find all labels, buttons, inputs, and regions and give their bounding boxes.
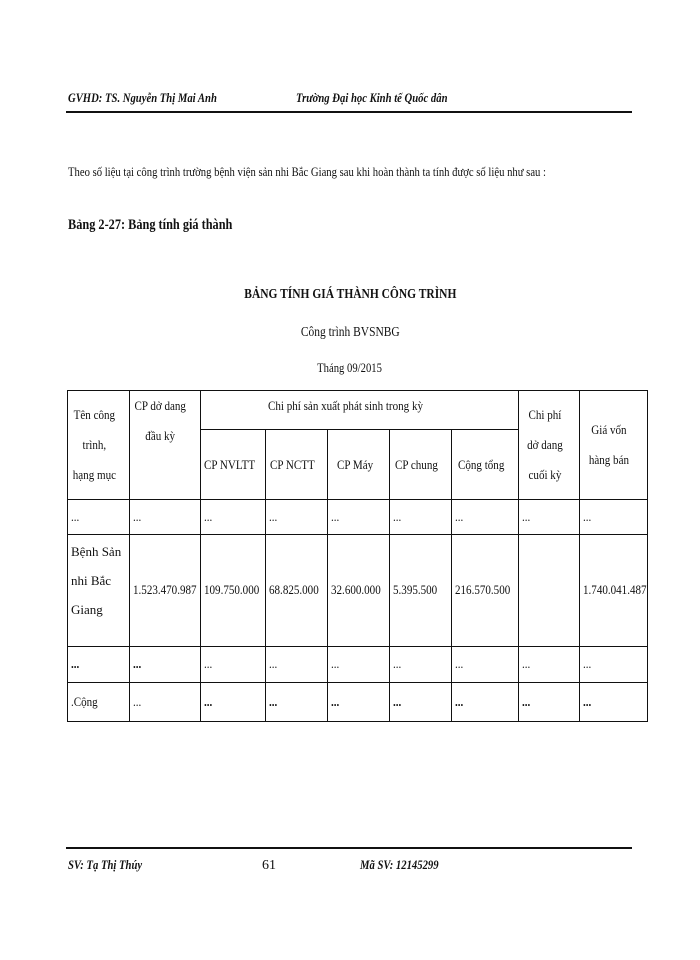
footer-rule: [66, 847, 632, 849]
cell: 1.740.041.487: [580, 534, 648, 646]
header-closing-wip: Chi phí dở dang cuối kỳ: [519, 391, 580, 500]
cell: ...: [328, 500, 390, 535]
header-cp-ncct: CP NCTT: [266, 430, 328, 500]
cell: ...: [452, 683, 519, 722]
table-month: Tháng 09/2015: [317, 360, 383, 375]
cell: ...: [130, 500, 201, 535]
cell: ...: [390, 683, 452, 722]
cell: ...: [328, 683, 390, 722]
header-university: Trường Đại học Kinh tế Quốc dân: [296, 90, 448, 105]
footer-student-id: Mã SV: 12145299: [360, 857, 439, 872]
cell: ...: [201, 500, 266, 535]
table-title: BẢNG TÍNH GIÁ THÀNH CÔNG TRÌNH: [243, 287, 457, 302]
cell: 216.570.500: [452, 534, 519, 646]
header-incurred-group: Chi phí sản xuất phát sinh trong kỳ: [201, 391, 519, 430]
cell: 5.395.500: [390, 534, 452, 646]
header-item: Tên công trình, hạng mục: [68, 391, 130, 500]
header-cong-tong: Cộng tổng: [452, 430, 519, 500]
cell: ...: [201, 646, 266, 683]
cost-table: [67, 390, 648, 722]
page-number: 61: [262, 858, 276, 873]
cell: ...: [580, 500, 648, 535]
cell: ...: [328, 646, 390, 683]
cell: ...: [580, 683, 648, 722]
cell: ...: [68, 646, 130, 683]
cell: ...: [519, 683, 580, 722]
cell: .Cộng: [68, 683, 130, 722]
header-cogs: Giá vốn hàng bán: [580, 391, 648, 500]
header-opening-wip: CP dở dang đầu kỳ: [130, 391, 201, 500]
header-cp-nvltt: CP NVLTT: [201, 430, 266, 500]
cell: ...: [452, 646, 519, 683]
table-row: [68, 646, 648, 683]
cell: ...: [266, 646, 328, 683]
cell: [519, 534, 580, 646]
cell: ...: [266, 683, 328, 722]
cell: ...: [68, 500, 130, 535]
cell: ...: [390, 646, 452, 683]
cell: ...: [130, 683, 201, 722]
header-rule: [66, 111, 632, 113]
header-cp-chung: CP chung: [390, 430, 452, 500]
footer-student: SV: Tạ Thị Thúy: [68, 857, 143, 872]
header-cp-may: CP Máy: [328, 430, 390, 500]
cell: ...: [390, 500, 452, 535]
cell: ...: [130, 646, 201, 683]
table-row: [68, 683, 648, 722]
header-instructor: GVHD: TS. Nguyễn Thị Mai Anh: [68, 90, 217, 105]
cell: 109.750.000: [201, 534, 266, 646]
cell: Bệnh Sản nhi Bắc Giang: [68, 534, 130, 646]
table-caption: Bảng 2-27: Bảng tính giá thành: [68, 217, 233, 233]
cell: ...: [580, 646, 648, 683]
cell: 1.523.470.987: [130, 534, 201, 646]
table-row: [68, 534, 648, 646]
cell: ...: [519, 646, 580, 683]
cell: ...: [266, 500, 328, 535]
table-subtitle: Công trình BVSNBG: [300, 325, 400, 340]
table-row: [68, 500, 648, 535]
cell: 32.600.000: [328, 534, 390, 646]
cell: ...: [452, 500, 519, 535]
cell: 68.825.000: [266, 534, 328, 646]
cell: ...: [519, 500, 580, 535]
intro-paragraph: Theo số liệu tại công trình trường bệnh viện sản nhi Bắc Giang sau khi hoàn thành ta tính được số liệu như sau :: [68, 164, 547, 179]
cell: ...: [201, 683, 266, 722]
